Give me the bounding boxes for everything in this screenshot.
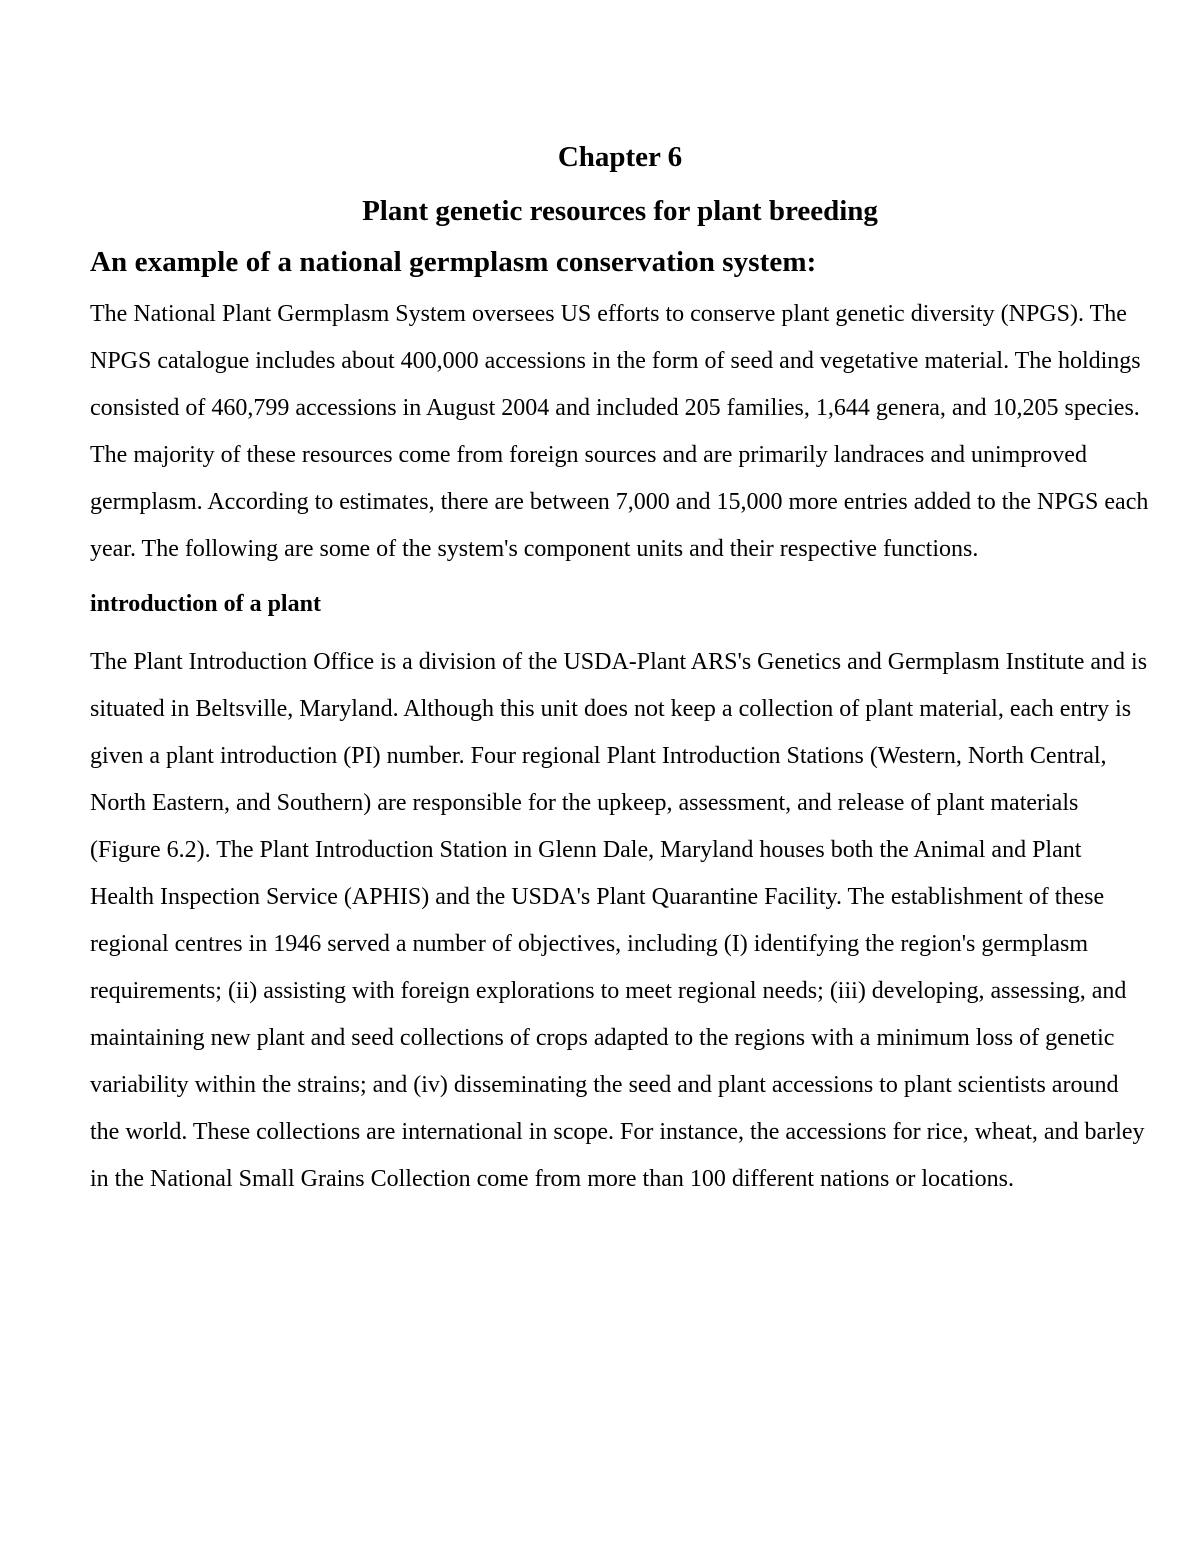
subsection-paragraph: The Plant Introduction Office is a division of the USDA-Plant ARS's Genetics and Germplasm Institute and is situated in Beltsville, Maryland. Although this unit does not keep a collection of plant material, each entry is given a plant introduction (PI) number. Four regional Plant Introduction Stations (Western, North Central, North Eastern, and Southern) are responsible for the upkeep, assessment, and release of plant materials (Figure 6.2). The Plant Introduction Station in Glenn Dale, Maryland houses both the Animal and Plant Health Inspection Service (APHIS) and the USDA's Plant Quarantine Facility. The establishment of these regional centres in 1946 served a number of objectives, including (I) identifying the region's germplasm requirements; (ii) assisting with foreign explorations to meet regional needs; (iii) developing, assessing, and maintaining new plant and seed collections of crops adapted to the regions with a minimum loss of genetic variability within the strains; and (iv) disseminating the seed and plant accessions to plant scientists around the world. These collections are international in scope. For instance, the accessions for rice, wheat, and barley in the National Small Grains Collection come from more than 100 different nations or locations. [90, 649, 1148, 1193]
document-page [90, 140, 1150, 1220]
chapter-subtitle: Plant genetic resources for plant breeding [362, 194, 878, 227]
section-paragraph: The National Plant Germplasm System oversees US efforts to conserve plant genetic diversity (NPGS). The NPGS catalogue includes about 400,000 accessions in the form of seed and vegetative material. The holdings consisted of 460,799 accessions in August 2004 and included 205 families, 1,644 genera, and 10,205 species. The majority of these resources come from foreign sources and are primarily landraces and unimproved germplasm. According to estimates, there are between 7,000 and 15,000 more entries added to the NPGS each year. The following are some of the system's component units and their respective functions. [90, 301, 1149, 563]
chapter-title: Chapter 6 [557, 141, 683, 173]
subsection-heading: introduction of a plant [90, 591, 321, 618]
section-heading: An example of a national germplasm conservation system: [90, 245, 817, 278]
